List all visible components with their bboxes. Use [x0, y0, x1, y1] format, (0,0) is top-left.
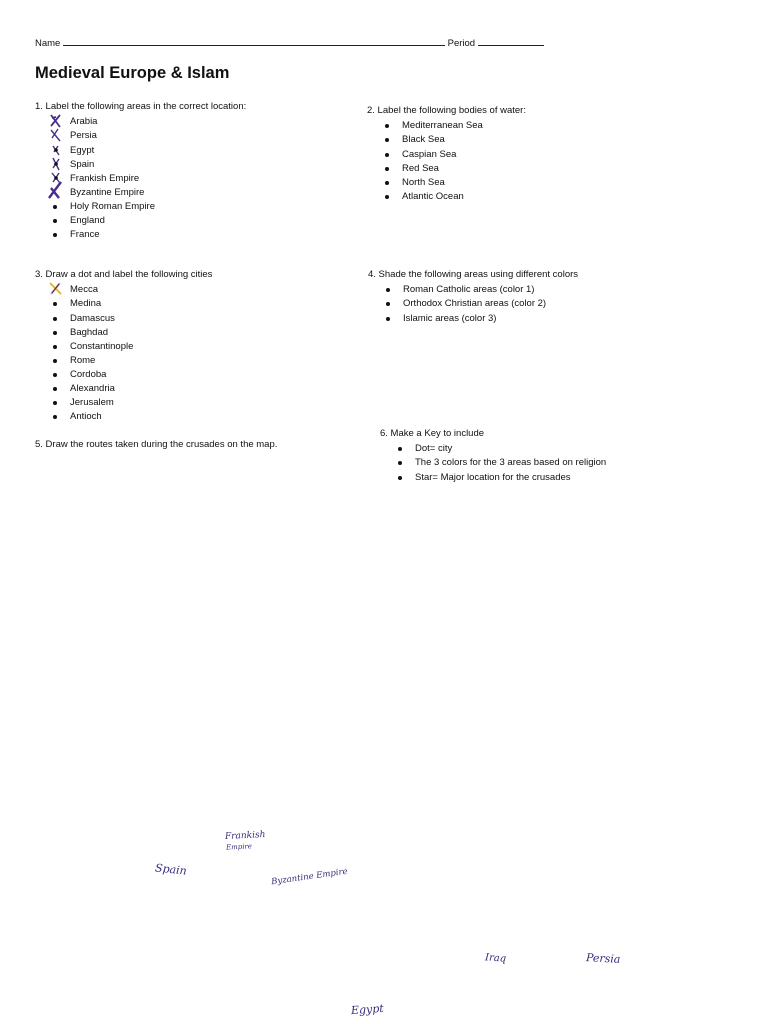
list-item: Orthodox Christian areas (color 2)	[368, 298, 578, 312]
handwritten-spain-label: Spain	[154, 861, 188, 878]
list-item: Rome	[35, 355, 212, 369]
list-item: Frankish Empire	[35, 173, 246, 187]
page-title: Medieval Europe & Islam	[35, 64, 230, 82]
list-item: Arabia	[35, 116, 246, 130]
checkmark-icon	[47, 281, 65, 297]
checkmark-icon	[47, 184, 65, 200]
list-item: Mediterranean Sea	[367, 120, 526, 134]
water-list	[367, 120, 526, 205]
list-item: North Sea	[367, 177, 526, 191]
list-item: Atlantic Ocean	[367, 191, 526, 205]
handwritten-iraq-label: Iraq	[484, 952, 507, 965]
section-routes-heading: 5. Draw the routes taken during the crusades on the map.	[35, 439, 278, 450]
list-item: Red Sea	[367, 163, 526, 177]
list-item: Constantinople	[35, 341, 212, 355]
period-blank[interactable]	[478, 36, 544, 46]
list-item: Islamic areas (color 3)	[368, 313, 578, 327]
list-item: Baghdad	[35, 327, 212, 341]
list-item: Medina	[35, 298, 212, 312]
list-item: Holy Roman Empire	[35, 201, 246, 215]
list-item: Jerusalem	[35, 397, 212, 411]
areas-list	[35, 116, 246, 243]
list-item: England	[35, 215, 246, 229]
shade-list	[368, 284, 578, 326]
handwritten-egypt-label: Egypt	[350, 1001, 385, 1018]
list-item: Caspian Sea	[367, 149, 526, 163]
name-period-line	[35, 36, 544, 49]
list-item: Star= Major location for the crusades	[380, 472, 606, 486]
section-shade-heading: 4. Shade the following areas using different colors	[368, 269, 579, 280]
section-areas-heading: 1. Label the following areas in the correct location:	[35, 101, 247, 112]
list-item: Persia	[35, 130, 246, 144]
section-key-heading: 6. Make a Key to include	[380, 428, 485, 439]
section-water-heading: 2. Label the following bodies of water:	[367, 105, 526, 116]
list-item: Byzantine Empire	[35, 187, 246, 201]
name-blank[interactable]	[63, 36, 445, 46]
section-cities-heading: 3. Draw a dot and label the following cities	[35, 269, 213, 280]
section-key	[380, 428, 606, 486]
list-item: Egypt	[35, 145, 246, 159]
period-label: Period	[447, 38, 476, 49]
list-item: Black Sea	[367, 134, 526, 148]
handwritten-frankish-label: Frankish	[224, 829, 266, 843]
section-shade	[368, 269, 578, 327]
handwritten-empire-label: Empire	[225, 842, 253, 852]
list-item: Antioch	[35, 411, 212, 425]
list-item: Roman Catholic areas (color 1)	[368, 284, 578, 298]
list-item: Alexandria	[35, 383, 212, 397]
list-item: The 3 colors for the 3 areas based on religion	[380, 457, 606, 471]
key-list	[380, 443, 606, 485]
list-item: Spain	[35, 159, 246, 173]
list-item: Damascus	[35, 313, 212, 327]
list-item: Cordoba	[35, 369, 212, 383]
cities-list	[35, 284, 212, 425]
section-routes	[35, 439, 277, 450]
section-water	[367, 105, 526, 205]
handwritten-persia-label: Persia	[585, 951, 621, 966]
section-areas	[35, 101, 246, 243]
name-label: Name	[35, 38, 61, 49]
list-item: France	[35, 229, 246, 243]
handwritten-byzantine-label: Byzantine Empire	[270, 866, 349, 888]
list-item: Mecca	[35, 284, 212, 298]
section-cities	[35, 269, 212, 425]
list-item: Dot= city	[380, 443, 606, 457]
